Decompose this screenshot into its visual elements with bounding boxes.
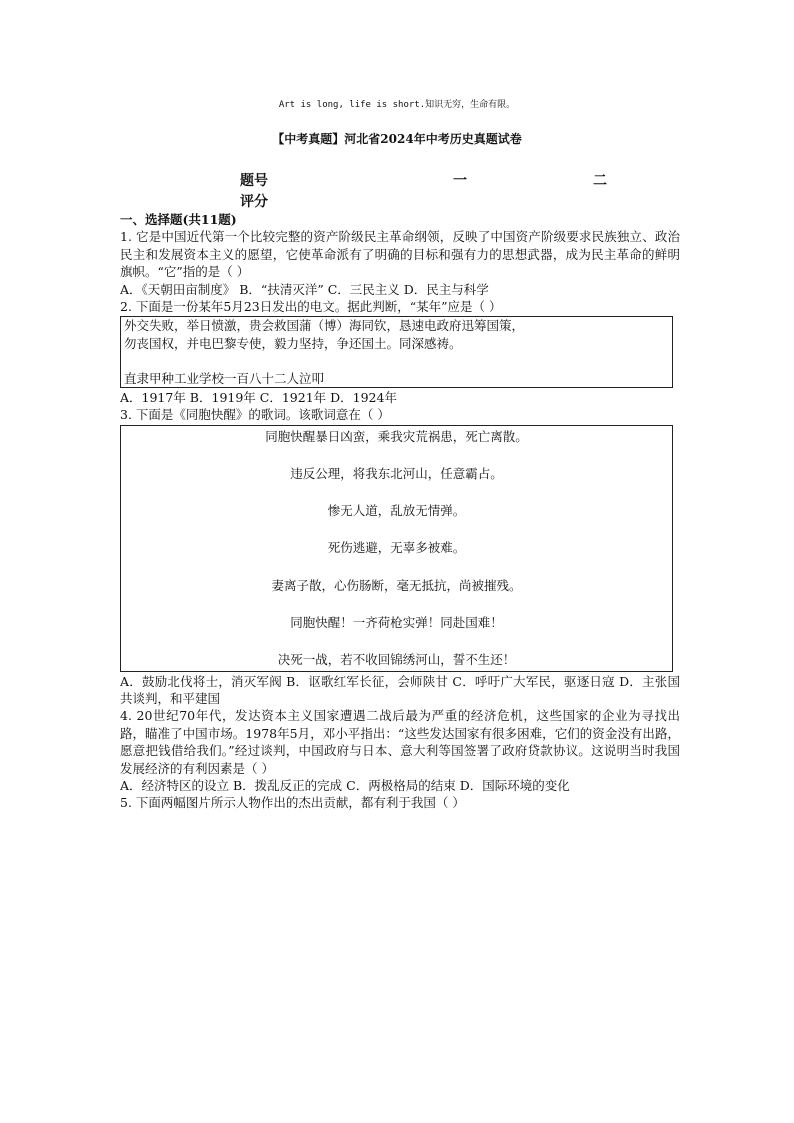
question-4-stem: 4. 20世纪70年代，发达资本主义国家遭遇二战后最为严重的经济危机，这些国家的企业为寻找出路，瞄准了中国市场。1978年5月，邓小平指出：“这些发达国家有很多困难，它们的资金没有出路，愿意把钱借给我们。”经过谈判，中国政府与日本、意大利等国签署了政府贷款协议。这说明当时我国发展经济的有利因素是（ ） (120, 708, 680, 776)
question-3-options: A．鼓励北伐将士，消灭军阀 B．讴歌红军长征，会师陕甘 C．呼吁广大军民，驱逐日寇 D．主张国共谈判，和平建国 (120, 673, 680, 706)
score-table-header-number: 题号 (240, 173, 268, 189)
score-table-row-1 (0, 170, 794, 190)
question-2-options: A．1917年 B．1919年 C．1921年 D．1924年 (120, 390, 397, 406)
lyric-line: 惨无人道，乱放无情弹。 (327, 503, 466, 519)
score-table-label-score: 评分 (240, 194, 268, 210)
lyric-line: 违反公理，将我东北河山，任意霸占。 (290, 466, 503, 482)
score-table-header-part-2: 二 (593, 173, 607, 189)
score-table-row-2 (0, 191, 794, 211)
telegram-line: 勿丧国权，并电巴黎专使，毅力坚持，争还国土。同深感祷。 (124, 335, 462, 351)
lyric-line: 妻离子散，心伤肠断，毫无抵抗，尚被摧残。 (271, 577, 522, 593)
motto-header: Art is long, life is short.知识无穷，生命有限。 (278, 100, 516, 110)
question-1-stem: 1. 它是中国近代第一个比较完整的资产阶级民主革命纲领，反映了中国资产阶级要求民族独立、政治民主和发展资本主义的愿望，它使革命派有了明确的目标和强有力的思想武器，成为民主革命的鲜明旗帜。“它”指的是（ ） (120, 229, 680, 280)
telegram-box (120, 316, 673, 388)
question-5-stem: 5. 下面两幅图片所示人物作出的杰出贡献，都有利于我国（ ） (120, 795, 465, 811)
question-4-options: A．经济特区的设立 B．拨乱反正的完成 C．两极格局的结束 D．国际环境的变化 (120, 778, 570, 794)
score-table-header-part-1: 一 (453, 173, 467, 189)
lyrics-box (120, 425, 673, 672)
lyric-line: 死伤逃避，无辜多被难。 (327, 540, 466, 556)
telegram-signature: 直隶甲种工业学校一百八十二人泣叩 (124, 370, 325, 386)
lyric-line: 同胞快醒！一齐荷枪实弹！同赴国难！ (290, 614, 503, 630)
question-2-stem: 2. 下面是一份某年5月23日发出的电文。据此判断，“某年”应是（ ） (120, 299, 502, 315)
lyric-line: 同胞快醒暴日凶蛮，乘我灾荒祸患，死亡离散。 (265, 428, 528, 444)
question-3-stem: 3. 下面是《同胞快醒》的歌词。该歌词意在（ ） (120, 407, 390, 423)
lyric-line: 决死一战，若不收回锦绣河山，誓不生还！ (277, 651, 516, 667)
section-heading: 一、选择题(共11题) (120, 212, 237, 227)
exam-title: 【中考真题】河北省2024年中考历史真题试卷 (272, 132, 522, 146)
telegram-line: 外交失败，举日愤激，贵会救国蒲（博）海同钦，恳速电政府迅筹国策， (124, 318, 525, 334)
question-1-options: A．《天朝田亩制度》 B．“扶清灭洋” C．三民主义 D．民主与科学 (120, 281, 489, 297)
exam-content (120, 211, 680, 812)
